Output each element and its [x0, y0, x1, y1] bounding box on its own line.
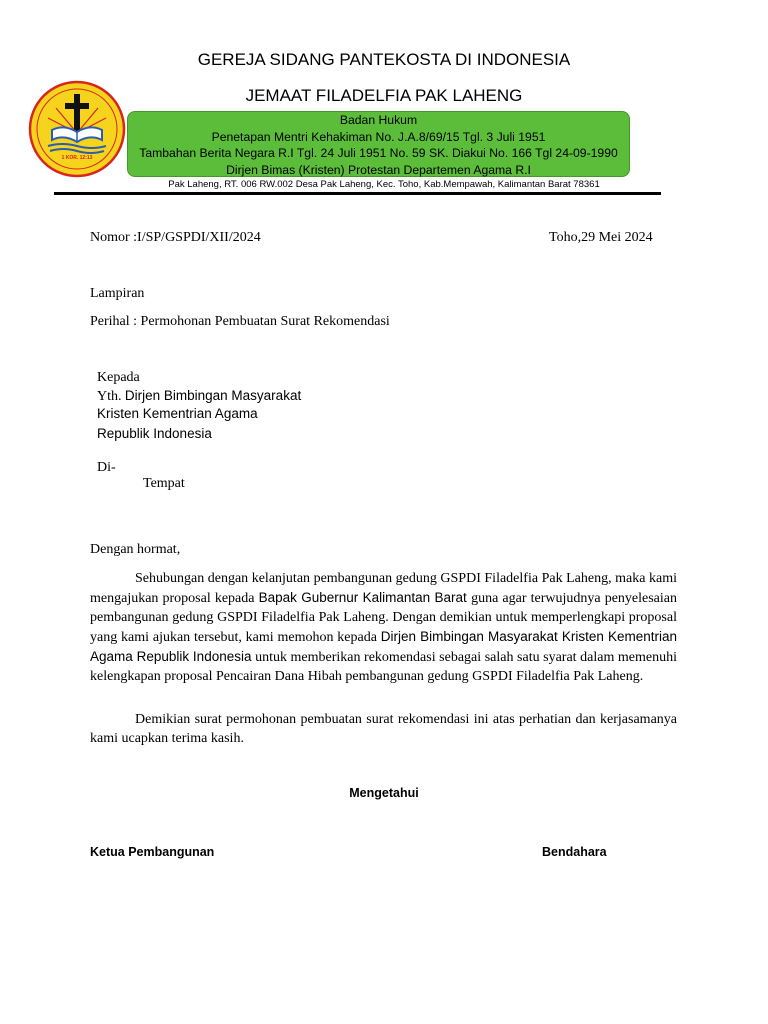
letter-date: Toho,29 Mei 2024 [549, 230, 653, 245]
acknowledged-label: Mengetahui [349, 786, 419, 800]
legal-info-box [127, 111, 630, 177]
location-prefix: Di- [97, 460, 116, 475]
recipient-line [97, 388, 301, 405]
church-logo [28, 80, 126, 178]
legal-line: Tambahan Berita Negara R.I Tgl. 24 Juli 1951 No. 59 SK. Diakui No. 166 Tgl 24-09-1990 [139, 146, 618, 160]
greeting: Dengan hormat, [90, 542, 181, 557]
recipient-honorific: Yth. [97, 389, 122, 404]
signatory-chairman: Ketua Pembangunan [90, 845, 215, 859]
church-name: GEREJA SIDANG PANTEKOSTA DI INDONESIA [197, 50, 571, 69]
body-text-highlight: Bapak Gubernur Kalimantan Barat [258, 590, 472, 605]
legal-line: Penetapan Mentri Kehakiman No. J.A.8/69/15 Tgl. 3 Juli 1951 [211, 129, 546, 144]
recipient-line: Republik Indonesia [97, 426, 212, 441]
body-paragraph [90, 569, 677, 686]
body-text-highlight: Dirjen Bimbingan Masyarakat Kristen Kementrian Agama Republik Indonesia [90, 629, 677, 664]
letter-number: Nomor :I/SP/GSPDI/XII/2024 [90, 230, 261, 245]
header-divider [54, 192, 661, 195]
subject-line: Perihal : Permohonan Pembuatan Surat Rekomendasi [90, 314, 390, 329]
location-place: Tempat [143, 476, 185, 491]
recipient-line: Kristen Kementrian Agama [97, 406, 258, 421]
body-text: Sehubungan dengan kelanjutan pembangunan gedung GSPDI Filadelfia Pak Laheng, maka kami mengajukan proposal kepada [90, 571, 677, 606]
body-text: guna agar terwujudnya penyelesaian pembangunan gedung GSPDI Filadelfia Pak Laheng. Dengan demikian untuk memperlengkapi proposal yang kami ajukan tersebut, kami memohon kepada [90, 591, 677, 645]
recipient-heading: Kepada [97, 370, 140, 385]
legal-line: Badan Hukum [339, 113, 418, 127]
signatory-treasurer: Bendahara [542, 845, 607, 859]
legal-line: Dirjen Bimas (Kristen) Protestan Departemen Agama R.I [226, 162, 531, 177]
logo-verse-text: 1 KOR. 12:13 [61, 155, 93, 161]
church-address: Pak Laheng, RT. 006 RW.002 Desa Pak Laheng, Kec. Toho, Kab.Mempawah, Kalimantan Barat 78361 [168, 179, 600, 190]
recipient-name: Dirjen Bimbingan Masyarakat [124, 388, 302, 403]
closing-paragraph: Demikian surat permohonan pembuatan surat rekomendasi ini atas perhatian dan kerjasamanya kami ucapkan terima kasih. [90, 712, 677, 746]
attachment-label: Lampiran [90, 286, 145, 301]
body-text: untuk memberikan rekomendasi sebagai salah satu syarat dalam memenuhi kelengkapan proposal Pencairan Dana Hibah pembangunan gedung GSPDI Filadelfia Pak Laheng. [90, 650, 678, 684]
congregation-name: JEMAAT FILADELFIA PAK LAHENG [245, 86, 523, 105]
